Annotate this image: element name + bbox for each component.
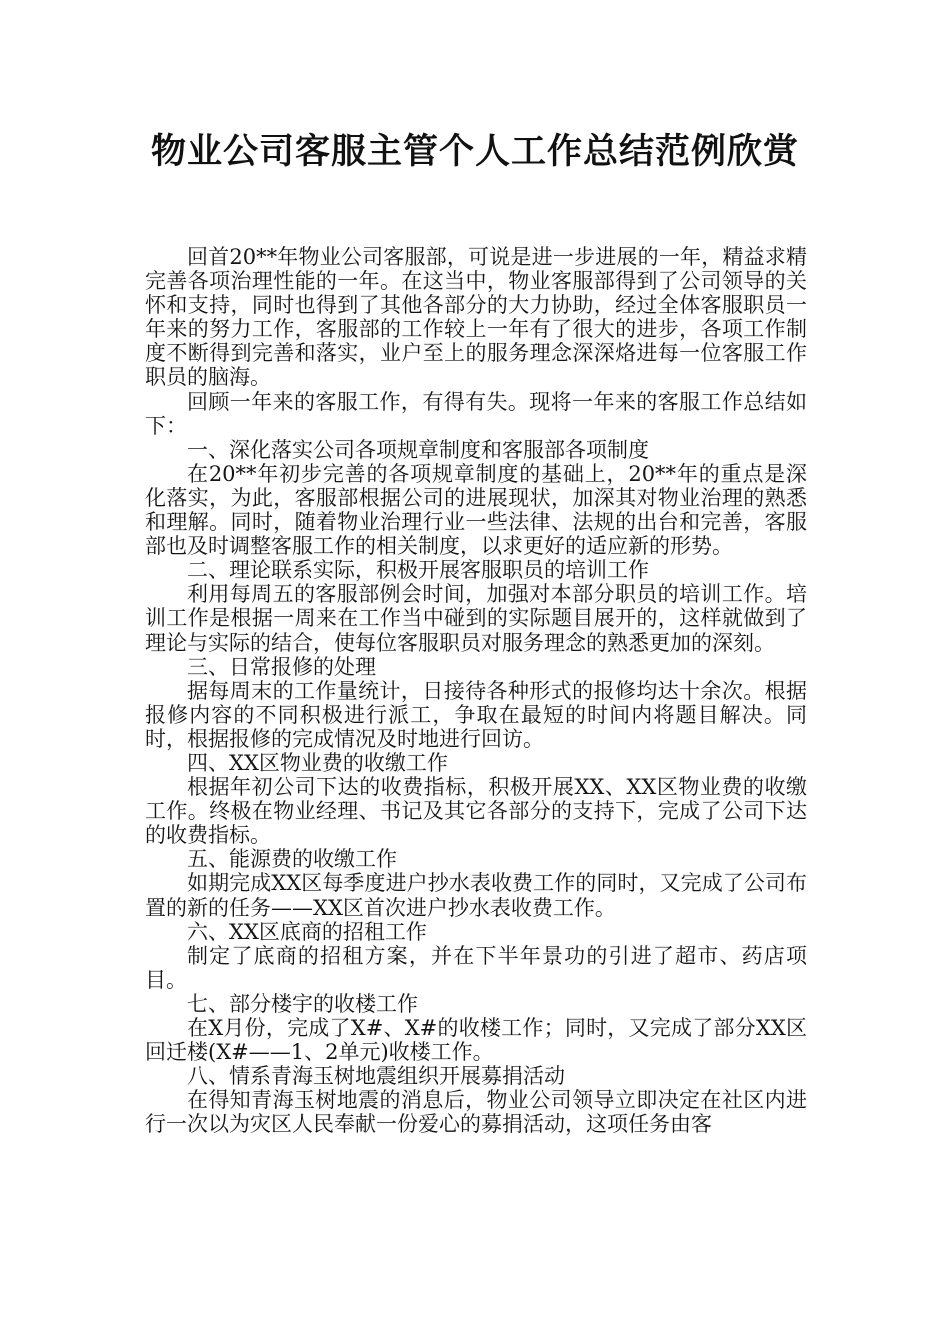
section-heading: 二、理论联系实际，积极开展客服职员的培训工作	[187, 558, 649, 583]
section-heading: 七、部分楼宇的收楼工作	[187, 991, 418, 1016]
section-heading: 一、深化落实公司各项规章制度和客服部各项制度	[187, 437, 649, 462]
paragraph: 根据年初公司下达的收费指标，积极开展XX、XX区物业费的收缴工作。终极在物业经理、书记及其它各部分的支持下，完成了公司下达的收费指标。	[145, 775, 807, 848]
paragraph: 利用每周五的客服部例会时间，加强对本部分职员的培训工作。培训工作是根据一周来在工作当中碰到的实际题目展开的，这样就做到了理论与实际的结合，使每位客服职员对服务理念的熟悉更加的深刻。	[145, 582, 807, 655]
paragraph: 回首20**年物业公司客服部，可说是进一步进展的一年，精益求精完善各项治理性能的一年。在这当中，物业客服部得到了公司领导的关怀和支持，同时也得到了其他各部分的大力协助，经过全体客服职员一年来的努力工作，客服部的工作较上一年有了很大的进步，各项工作制度不断得到完善和落实，业户至上的服务理念深深烙进每一位客服工作职员的脑海。	[145, 245, 807, 390]
document-title: 物业公司客服主管个人工作总结范例欣赏	[150, 132, 799, 172]
paragraph: 在X月份，完成了X#、X#的收楼工作；同时，又完成了部分XX区回迁楼(X#——1、2单元)收楼工作。	[145, 1016, 807, 1065]
paragraph: 回顾一年来的客服工作，有得有失。现将一年来的客服工作总结如下：	[145, 389, 807, 438]
section-heading: 八、情系青海玉树地震组织开展募捐活动	[187, 1064, 565, 1089]
paragraph: 据每周末的工作量统计，日接待各种形式的报修均达十余次。根据报修内容的不同积极进行派工，争取在最短的时间内将题目解决。同时，根据报修的完成情况及时地进行回访。	[145, 678, 807, 751]
paragraph: 如期完成XX区每季度进户抄水表收费工作的同时，又完成了公司布置的新的任务——XX区首次进户抄水表收费工作。	[145, 871, 807, 920]
document-body	[145, 245, 807, 1136]
section-heading: 四、XX区物业费的收缴工作	[187, 750, 448, 775]
section-heading: 五、能源费的收缴工作	[187, 847, 397, 872]
paragraph: 在得知青海玉树地震的消息后，物业公司领导立即决定在社区内进行一次以为灾区人民奉献一份爱心的募捐活动，这项任务由客	[145, 1088, 807, 1137]
paragraph: 在20**年初步完善的各项规章制度的基础上，20**年的重点是深化落实，为此，客服部根据公司的进展现状，加深其对物业治理的熟悉和理解。同时，随着物业治理行业一些法律、法规的出台和完善，客服部也及时调整客服工作的相关制度，以求更好的适应新的形势。	[145, 461, 807, 559]
paragraph: 制定了底商的招租方案，并在下半年景功的引进了超市、药店项目。	[145, 943, 807, 992]
section-heading: 三、日常报修的处理	[187, 654, 376, 679]
section-heading: 六、XX区底商的招租工作	[187, 919, 427, 944]
